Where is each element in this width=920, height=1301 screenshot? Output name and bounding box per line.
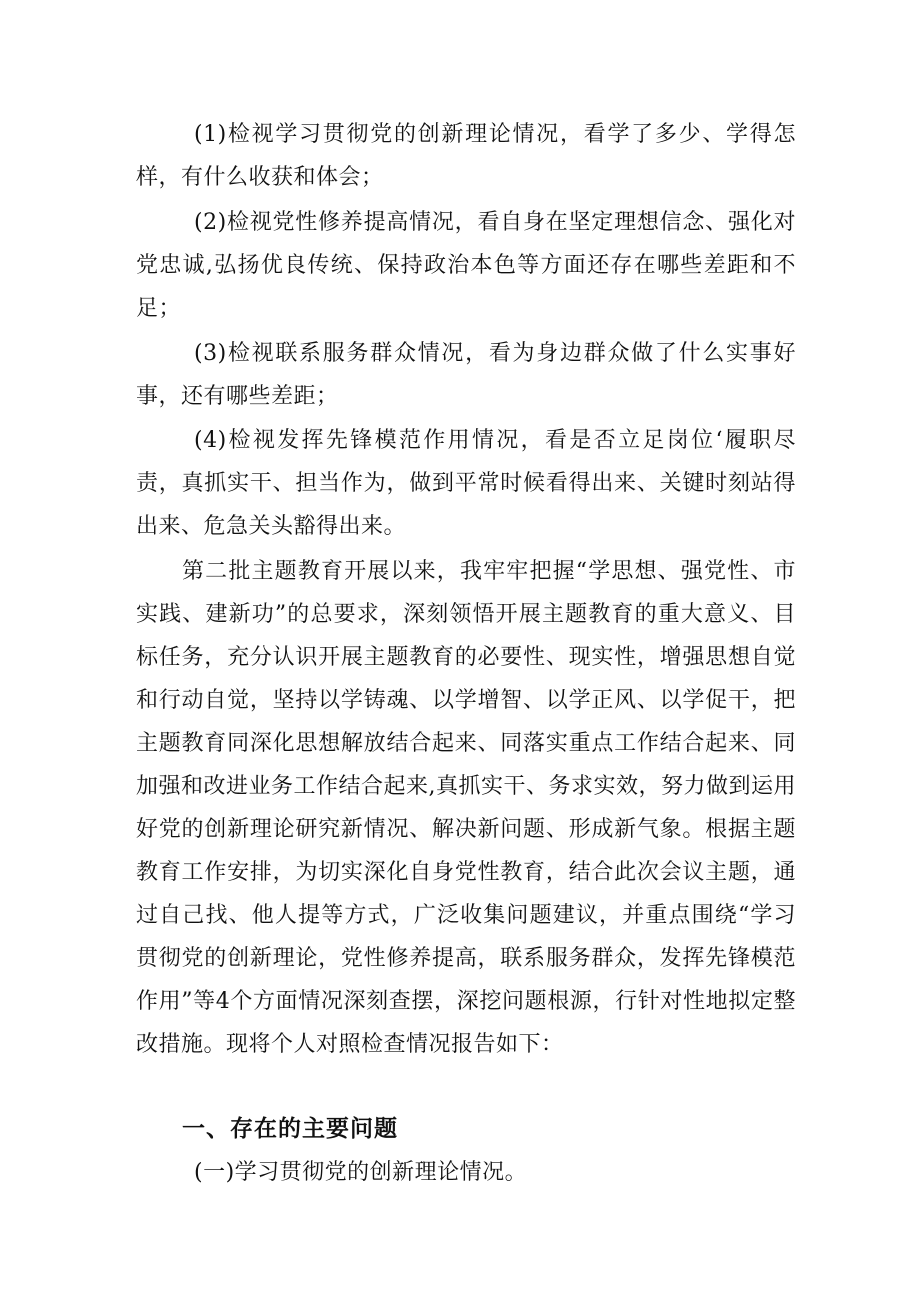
body-paragraph: 第二批主题教育开展以来，我牢牢把握“学思想、强党性、市实践、建新功”的总要求，深刻领悟开展主题教育的重大意义、目标任务，充分认识开展主题教育的必要性、现实性，增强思想自觉和行动自觉，坚持以学铸魂、以学增智、以学正风、以学促干，把主题教育同深化思想解放结合起来、同落实重点工作结合起来、同加强和改进业务工作结合起来,真抓实干、务求实效，努力做到运用好党的创新理论研究新情况、解决新问题、形成新气象。根据主题教育工作安排，为切实深化自身党性教育，结合此次会议主题，通过自己找、他人提等方式，广泛收集问题建议，并重点围绕“学习贯彻党的创新理论，党性修养提高，联系服务群众，发挥先锋模范作用”等4个方面情况深刻查摆，深挖问题根源，行针对性地拟定整改措施。现将个人对照检查情况报告如下： [136,559,796,1057]
paragraph-item-2: (2)检视党性修养提高情况，看自身在坚定理想信念、强化对党忠诚,弘扬优良传统、保持政治本色等方面还存在哪些差距和不足； [136,210,796,321]
subsection-heading: (一)学习贯彻党的创新理论情况。 [194,1160,528,1185]
paragraph-item-3: (3)检视联系服务群众情况，看为身边群众做了什么实事好事，还有哪些差距； [136,341,796,409]
paragraph-item-4: (4)检视发挥先锋模范作用情况，看是否立足岗位‘履职尽责，真抓实干、担当作为，做到平常时候看得出来、关键时刻站得出来、危急关头豁得出来。 [136,428,796,539]
paragraph-item-1: (1)检视学习贯彻党的创新理论情况，看学了多少、学得怎样，有什么收获和体会； [136,122,796,190]
section-heading: 一、存在的主要问题 [182,1116,398,1142]
